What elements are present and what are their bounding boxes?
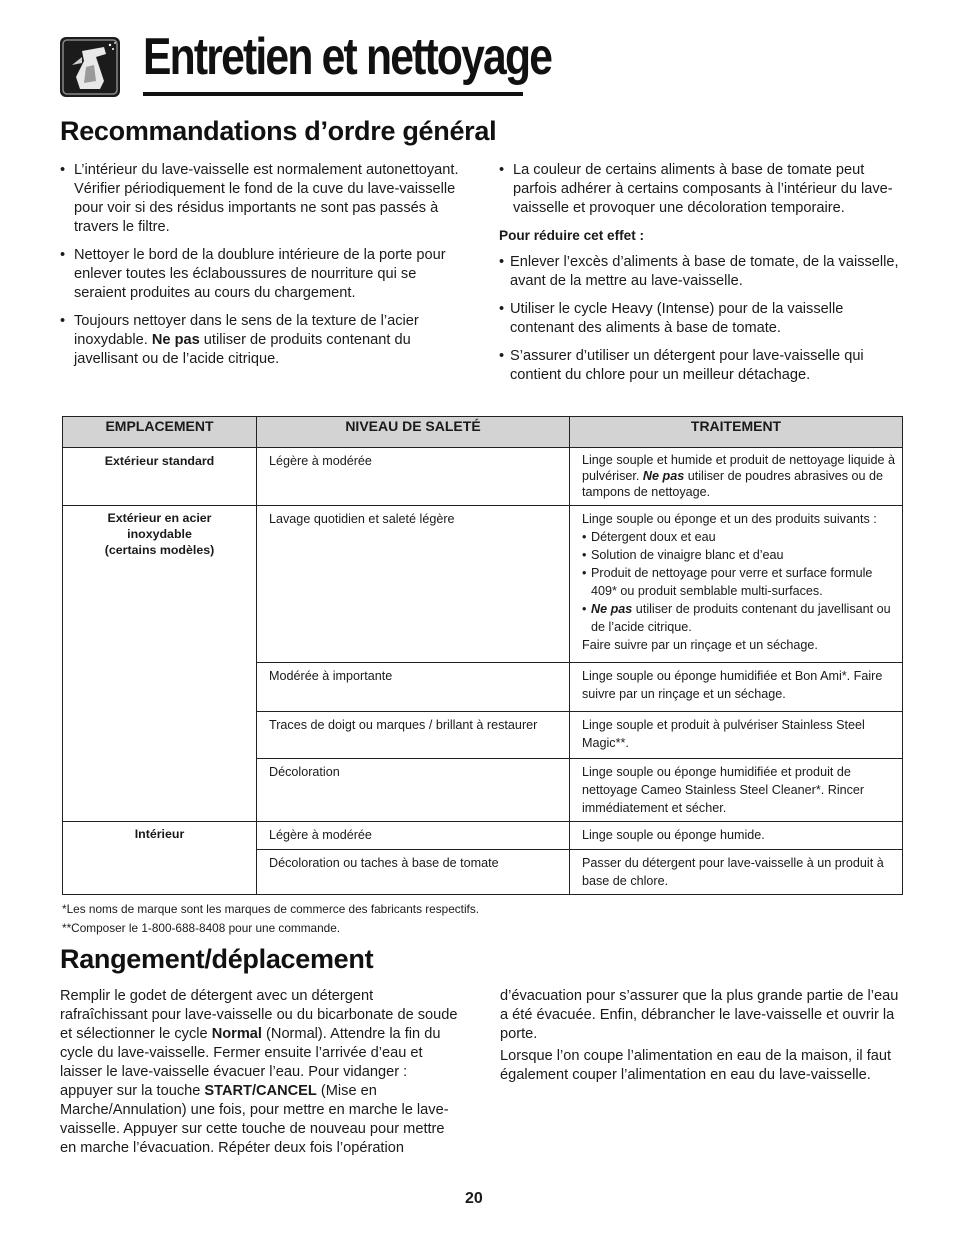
page-number: 20 — [465, 1190, 483, 1207]
general-bullet: • L’intérieur du lave-vaisselle est normalement autonettoyant. Vérifier périodiquement le fond de la cuve du lave-vaisselle pour voir si des résidus importants ne sont pas passés à travers le filtre. — [60, 161, 465, 237]
location-line: inoxydable — [127, 527, 192, 541]
storage-paragraph: Lorsque l’on coupe l’alimentation en eau de la maison, il faut également couper l’alimentation en eau du lave-vaisselle. — [500, 1048, 892, 1083]
general-left-column — [60, 161, 465, 378]
storage-text-run: (Mise en Marche/Annulation) une fois, pour mettre en marche le lave-vaisselle. Appuyer sur cette touche de nouveau pour mettre en marche l’évacuation. Répéter deux fois l’opération d’évacuation pour s’assurer que la plus grande partie de l’eau a été évacuée. Enfin, débrancher le lave-vaisselle et ouvrir la porte. — [60, 988, 899, 1156]
level-cell: Décoloration — [257, 759, 570, 822]
level-cell: Modérée à importante — [257, 663, 570, 712]
storage-text-run: (Normal). Attendre la fin du cycle du lave-vaisselle. Fermer ensuite l’arrivée d’eau et laisser le lave-vaisselle évacuer l’eau. Pour vidanger : appuyer sur la touche — [60, 1026, 441, 1099]
col-header-location: EMPLACEMENT — [63, 417, 257, 448]
treatment-cell: Linge souple et produit à pulvériser Stainless Steel Magic**. — [570, 712, 903, 759]
spray-bottle-icon — [60, 37, 120, 97]
effect-bullet: • Utiliser le cycle Heavy (Intense) pour de la vaisselle contenant des aliments à base de tomate. — [499, 300, 909, 338]
storage-heading: Rangement/déplacement — [60, 944, 374, 974]
treatment-item: • Solution de vinaigre blanc et d’eau — [582, 546, 896, 564]
effect-title: Pour réduire cet effet : — [499, 228, 645, 243]
general-bullet — [60, 312, 465, 369]
col-header-treatment: TRAITEMENT — [570, 417, 903, 448]
level-cell: Légère à modérée — [257, 448, 570, 506]
treatment-bold: Ne pas — [591, 602, 633, 616]
storage-bold: Normal — [211, 1026, 262, 1042]
title-underline — [143, 92, 523, 96]
treatment-bold: Ne pas — [642, 469, 685, 483]
treatment-item — [582, 600, 896, 636]
location-cell — [63, 506, 257, 822]
treatment-cell — [570, 506, 903, 663]
col-header-level: NIVEAU DE SALETÉ — [257, 417, 570, 448]
bullet-bold: Ne pas — [151, 332, 200, 348]
footnote: **Composer le 1-800-688-8408 pour une commande. — [62, 921, 341, 935]
location-cell: Intérieur — [63, 822, 257, 895]
location-line: Extérieur en acier — [107, 511, 212, 525]
level-cell: Décoloration ou taches à base de tomate — [257, 850, 570, 895]
treatment-item: • Détergent doux et eau — [582, 528, 896, 546]
bullet-text: utiliser de produits contenant du javellisant ou de l’acide citrique. — [74, 332, 411, 367]
footnote: *Les noms de marque sont les marques de commerce des fabricants respectifs. — [62, 902, 480, 916]
effect-bullet: • Enlever l’excès d’aliments à base de tomate, de la vaisselle, avant de la mettre au lave-vaisselle. — [499, 253, 909, 291]
general-bullet: • Nettoyer le bord de la doublure intérieure de la porte pour enlever toutes les éclaboussures de nourriture qui se seraient produites au cours du chargement. — [60, 246, 465, 303]
treatment-text: utiliser de produits contenant du javellisant ou de l’acide citrique. — [591, 602, 891, 634]
location-cell: Extérieur standard — [63, 448, 257, 506]
storage-text-run: Remplir le godet de détergent avec un détergent rafraîchissant pour lave-vaisselle ou du bicarbonate de soude et sélectionner le cycle — [60, 988, 458, 1042]
level-cell: Traces de doigt ou marques / brillant à restaurer — [257, 712, 570, 759]
cleaning-table — [62, 416, 903, 895]
treatment-item: • Produit de nettoyage pour verre et surface formule 409* ou produit semblable multi-surfaces. — [582, 564, 896, 600]
storage-text — [60, 987, 902, 1167]
general-right-column — [499, 161, 909, 394]
treatment-text: Linge souple et humide et produit de nettoyage liquide à pulvériser. — [582, 453, 895, 483]
table-header-row — [63, 417, 903, 448]
level-cell: Légère à modérée — [257, 822, 570, 850]
treatment-cell: Passer du détergent pour lave-vaisselle à un produit à base de chlore. — [570, 850, 903, 895]
treatment-cell: Linge souple ou éponge humidifiée et produit de nettoyage Cameo Stainless Steel Cleaner*. Rincer immédiatement et sécher. — [570, 759, 903, 822]
treatment-text: utiliser de poudres abrasives ou de tampons de nettoyage. — [582, 469, 884, 499]
section-logo — [60, 37, 120, 97]
storage-bold: START/CANCEL — [204, 1083, 317, 1099]
treatment-cell — [570, 448, 903, 506]
location-line: (certains modèles) — [104, 543, 215, 557]
page-title: Entretien et nettoyage — [143, 28, 552, 86]
treatment-cell: Linge souple ou éponge humidifiée et Bon Ami*. Faire suivre par un rinçage et un séchage. — [570, 663, 903, 712]
treatment-cell: Linge souple ou éponge humide. — [570, 822, 903, 850]
treatment-outro: Faire suivre par un rinçage et un séchage. — [582, 638, 818, 652]
general-heading: Recommandations d’ordre général — [60, 116, 497, 146]
table-row — [63, 822, 903, 850]
tomate-intro: • La couleur de certains aliments à base de tomate peut parfois adhérer à certains composants à l’intérieur du lave-vaisselle et provoquer une décoloration temporaire. — [499, 161, 909, 218]
table-row — [63, 506, 903, 663]
bullet-text: Toujours nettoyer dans le sens de la texture de l’acier inoxydable. — [74, 313, 419, 348]
treatment-intro: Linge souple ou éponge et un des produits suivants : — [582, 512, 877, 526]
level-cell: Lavage quotidien et saleté légère — [257, 506, 570, 663]
table-row — [63, 448, 903, 506]
effect-bullet: • S’assurer d’utiliser un détergent pour lave-vaisselle qui contient du chlore pour un meilleur détachage. — [499, 347, 909, 385]
